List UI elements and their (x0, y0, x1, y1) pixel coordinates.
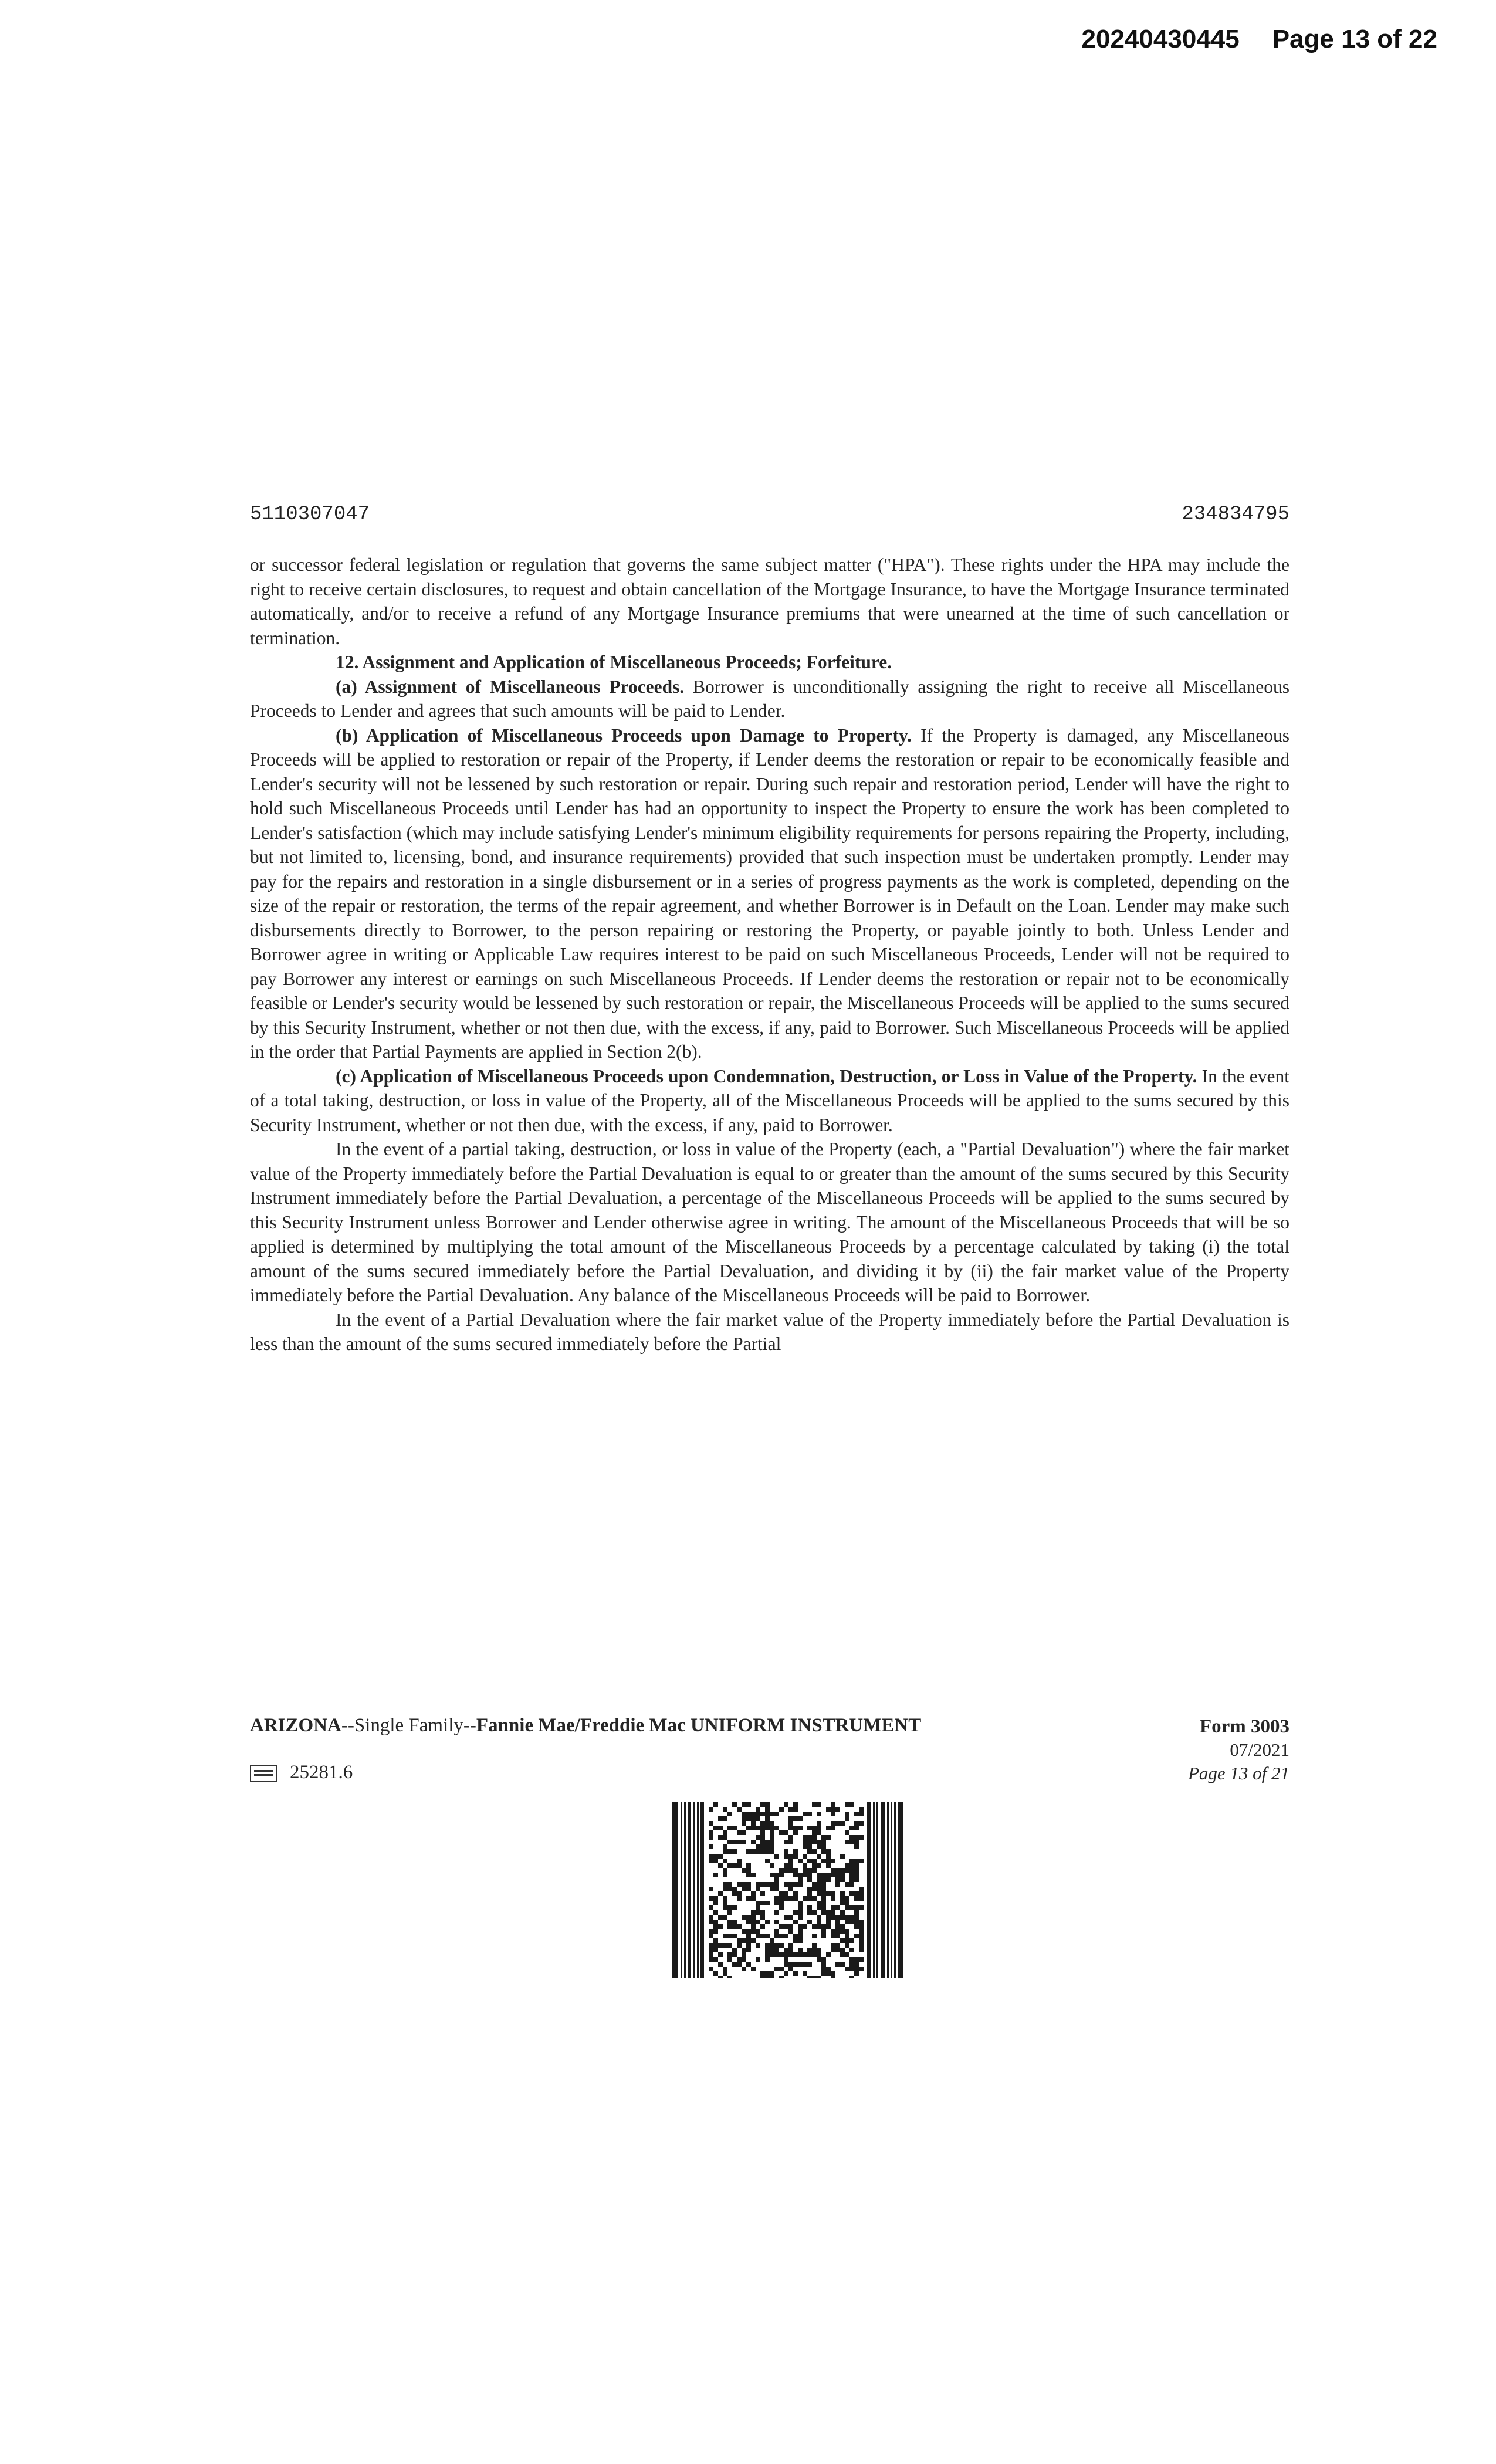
subsection-a-heading: (a) Assignment of Miscellaneous Proceeds. (336, 676, 685, 697)
form-info (1188, 1715, 1289, 1785)
form-number: Form 3003 (1199, 1716, 1289, 1737)
page-counter: Page 13 of 22 (1272, 25, 1437, 53)
paragraph-partial-devaluation: In the event of a partial taking, destruction, or loss in value of the Property (each, a "Partial Devaluation") where the fair market value of the Property immediately before the Partial Devaluation is equal to or greater than the amount of the sums secured by this Security Instrument immediately before the Partial Devaluation, a percentage of the Miscellaneous Proceeds will be applied to the sums secured by this Security Instrument unless Borrower and Lender otherwise agree in writing. The amount of the Miscellaneous Proceeds that will be so applied is determined by multiplying the total amount of the Miscellaneous Proceeds by a percentage calculated by taking (i) the total amount of the sums secured immediately before the Partial Devaluation, and dividing it by (ii) the fair market value of the Property immediately before the Partial Devaluation. Any balance of the Miscellaneous Proceeds will be paid to Borrower. (250, 1139, 1289, 1305)
paragraph-partial-devaluation-less: In the event of a Partial Devaluation where the fair market value of the Property immediately before the Partial Devaluation is less than the amount of the sums secured immediately before the Partial (250, 1309, 1289, 1354)
document-body (250, 553, 1289, 1356)
subsection-b-heading: (b) Application of Miscellaneous Proceeds upon Damage to Property. (336, 725, 912, 746)
identifier-line (250, 503, 1289, 526)
form-page: Page 13 of 21 (1187, 1763, 1289, 1783)
section-12-heading: 12. Assignment and Application of Miscellaneous Proceeds; Forfeiture. (336, 652, 892, 672)
document-number: 20240430445 (1081, 25, 1240, 53)
instrument-name: Fannie Mae/Freddie Mac UNIFORM INSTRUMENT (476, 1715, 922, 1736)
subsection-b-text: If the Property is damaged, any Miscellaneous Proceeds will be applied to restoration or repair of the Property, if Lender deems the restoration or repair to be economically feasible and Lender's security will not be lessened by such restoration or repair. During such repair and restoration period, Lender will have the right to hold such Miscellaneous Proceeds until Lender has had an opportunity to inspect the Property to ensure the work has been completed to Lender's satisfaction (which may include satisfying Lender's minimum eligibility requirements for persons repairing the Property, including, but not limited to, licensing, bond, and insurance requirements) provided that such inspection must be undertaken promptly. Lender may pay for the repairs and restoration in a single disbursement or in a series of progress payments as the work is completed, depending on the size of the repair or restoration, the terms of the repair agreement, and whether Borrower is in Default on the Loan. Lender may make such disbursements directly to Borrower, to the person repairing or restoring the Property, or payable jointly to both. Unless Lender and Borrower agree in writing or Applicable Law requires interest to be paid on such Miscellaneous Proceeds, Lender will not be required to pay Borrower any interest or earnings on such Miscellaneous Proceeds. If Lender deems the restoration or repair not to be economically feasible or Lender's security would be lessened by such restoration or repair, the Miscellaneous Proceeds will be applied to the sums secured by this Security Instrument, whether or not then due, with the excess, if any, paid to Borrower. Such Miscellaneous Proceeds will be applied in the order that Partial Payments are applied in Section 2(b). (250, 725, 1290, 1062)
paragraph-12b (250, 723, 1289, 1064)
paragraph-12c (250, 1064, 1289, 1138)
recording-stamp (1082, 25, 1437, 54)
paragraph-12a (250, 675, 1289, 723)
subsection-c-heading: (c) Application of Miscellaneous Proceeds upon Condemnation, Destruction, or Loss in Value of the Property. (336, 1065, 1197, 1087)
form-date: 07/2021 (1230, 1739, 1289, 1760)
loan-number: 5110307047 (250, 503, 370, 526)
document-icon (250, 1765, 277, 1782)
form-code-text: 25281.6 (290, 1762, 353, 1783)
instrument-title (250, 1715, 921, 1737)
subsection-a-text: Borrower is unconditionally assigning the right to receive all Miscellaneous Proceeds to Lender and agrees that such amounts will be paid to Lender. (250, 676, 1290, 721)
family-type: --Single Family-- (341, 1715, 476, 1736)
paragraph-hpa: or successor federal legislation or regulation that governs the same subject matter ("HPA"). These rights under the HPA may include the right to receive certain disclosures, to request and obtain cancellation of the Mortgage Insurance, to have the Mortgage Insurance terminated automatically, and/or to receive a refund of any Mortgage Insurance premiums that were unearned at the time of such cancellation or termination. (250, 554, 1289, 648)
subsection-c-text: In the event of a total taking, destruction, or loss in value of the Property, all of the Miscellaneous Proceeds will be applied to the sums secured by this Security Instrument, whether or not then due, with the excess, if any, paid to Borrower. (250, 1065, 1290, 1135)
barcode-image (672, 1802, 905, 1978)
min-number: 234834795 (1182, 503, 1289, 526)
state-name: ARIZONA (250, 1715, 341, 1736)
form-code (250, 1762, 353, 1783)
